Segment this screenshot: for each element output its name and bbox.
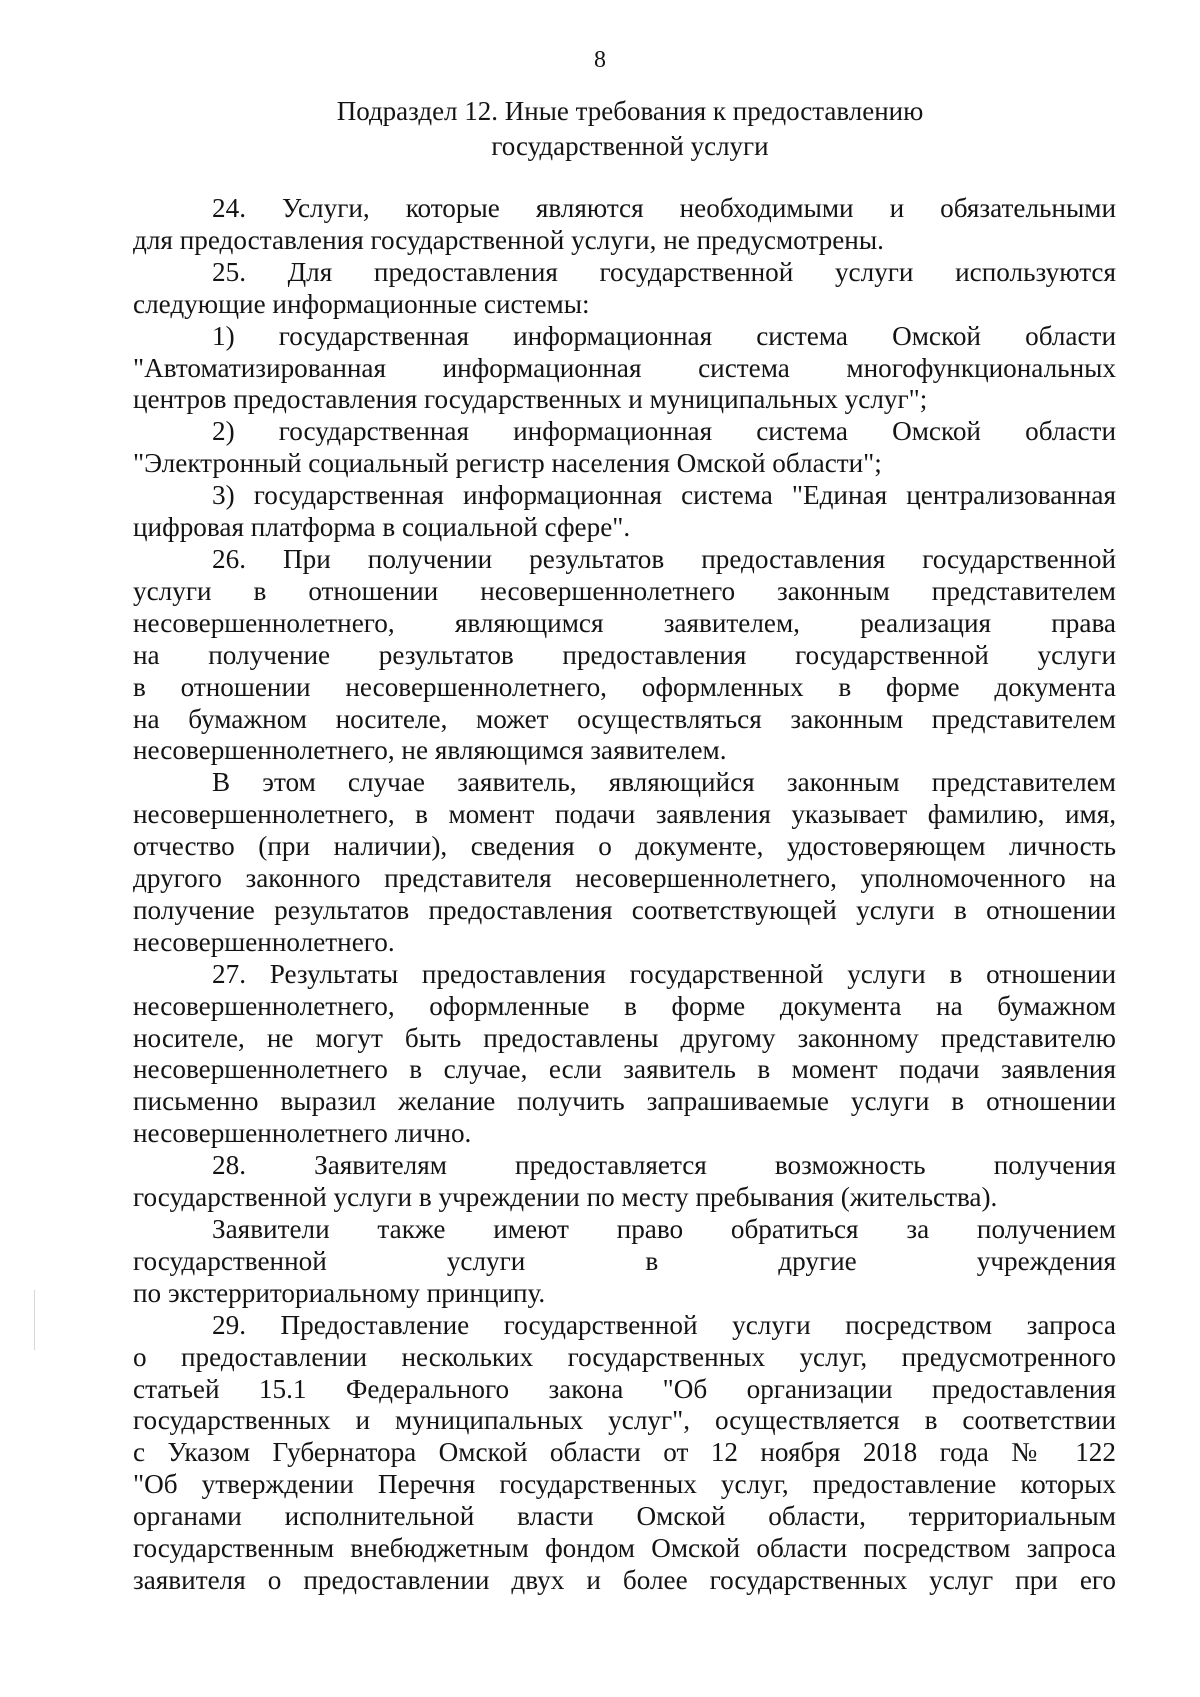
page-number: 8 [594,47,606,73]
text-line: "Электронный социальный регистр населения Омской области"; [133,448,882,479]
text-line: по экстерриториальному принципу. [133,1277,546,1308]
text-line: 27. Результаты предоставления государственной услуги в отношении [212,958,1116,989]
text-line: для предоставления государственной услуги, не предусмотрены. [133,224,884,255]
text-line: несовершеннолетнего. [133,926,395,957]
paragraph [133,1150,1116,1214]
text-line: В этом случае заявитель, являющийся законным представителем [212,767,1116,798]
text-line: несовершеннолетнего, оформленные в форме документа на бумажном [133,990,1116,1021]
text-line: цифровая платформа в социальной сфере". [133,512,631,543]
paragraph [133,1310,1116,1597]
text-line: на бумажном носителе, может осуществляться законным представителем [133,703,1116,734]
text-line: несовершеннолетнего, являющимся заявителем, реализация права [133,607,1116,638]
text-line: Заявители также имеют право обратиться за получением [212,1214,1116,1244]
text-line: письменно выразил желание получить запрашиваемые услуги в отношении [133,1086,1116,1117]
text-line: государственных и муниципальных услуг", осуществляется в соответствии [133,1405,1116,1436]
text-line: заявителя о предоставлении двух и более государственных услуг при его [133,1564,1116,1595]
text-line: носителе, не могут быть предоставлены другому законному представителю [133,1022,1116,1053]
text-line: несовершеннолетнего, не являющимся заявителем. [133,735,727,766]
text-line: статьей 15.1 Федерального закона "Об организации предоставления [133,1373,1116,1404]
text-line: несовершеннолетнего, в момент подачи заявления указывает фамилию, имя, [133,799,1116,830]
text-line: 28. Заявителям предоставляется возможность получения [212,1150,1116,1181]
text-line: услуги в отношении несовершеннолетнего законным представителем [133,575,1116,606]
text-line: 3) государственная информационная система "Единая централизованная [212,480,1116,511]
text-line: в отношении несовершеннолетнего, оформленных в форме документа [133,671,1116,702]
text-line: 1) государственная информационная система Омской области [212,320,1116,351]
paragraph [133,1214,1116,1310]
text-line: с Указом Губернатора Омской области от 12 ноября 2018 года № 122 [133,1437,1116,1468]
text-line: "Об утверждении Перечня государственных услуг, предоставление которых [133,1469,1116,1500]
text-line: "Автоматизированная информационная система многофункциональных [133,352,1116,383]
section-heading [300,94,960,164]
paragraph [133,321,1116,417]
text-line: центров предоставления государственных и муниципальных услуг"; [133,384,928,415]
text-line: следующие информационные системы: [133,288,590,319]
section-heading-line-1: Подраздел 12. Иные требования к предоставлению [336,96,924,126]
text-line: отчество (при наличии), сведения о документе, удостоверяющем личность [133,831,1116,862]
text-line: 29. Предоставление государственной услуги посредством запроса [212,1309,1116,1340]
text-line: органами исполнительной власти Омской области, территориальным [133,1501,1116,1532]
paragraph [133,257,1116,321]
text-line: несовершеннолетнего в случае, если заявитель в момент подачи заявления [133,1054,1116,1085]
text-line: 24. Услуги, которые являются необходимыми и обязательными [212,193,1116,223]
scan-margin-mark [34,1290,35,1350]
text-line: несовершеннолетнего лично. [133,1118,472,1149]
text-line: государственным внебюджетным фондом Омской области посредством запроса [133,1533,1116,1564]
text-line: получение результатов предоставления соответствующей услуги в отношении [133,894,1116,925]
text-line: 2) государственная информационная система Омской области [212,416,1116,447]
section-heading-line-2: государственной услуги [491,131,769,161]
paragraph [133,416,1116,480]
text-line: государственной услуги в учреждении по месту пребывания (жительства). [133,1182,998,1213]
paragraph [133,544,1116,767]
text-line: 25. Для предоставления государственной услуги используются [212,256,1116,287]
text-line: другого законного представителя несовершеннолетнего, уполномоченного на [133,863,1116,894]
text-line: о предоставлении нескольких государственных услуг, предусмотренного [133,1341,1116,1372]
paragraph [133,480,1116,544]
paragraph [133,767,1116,958]
paragraph [133,193,1116,257]
paragraph [133,959,1116,1150]
text-line: государственной услуги в другие учреждения [133,1245,1116,1276]
document-body [133,193,1116,1597]
text-line: 26. При получении результатов предоставления государственной [212,543,1116,574]
text-line: на получение результатов предоставления государственной услуги [133,639,1116,670]
